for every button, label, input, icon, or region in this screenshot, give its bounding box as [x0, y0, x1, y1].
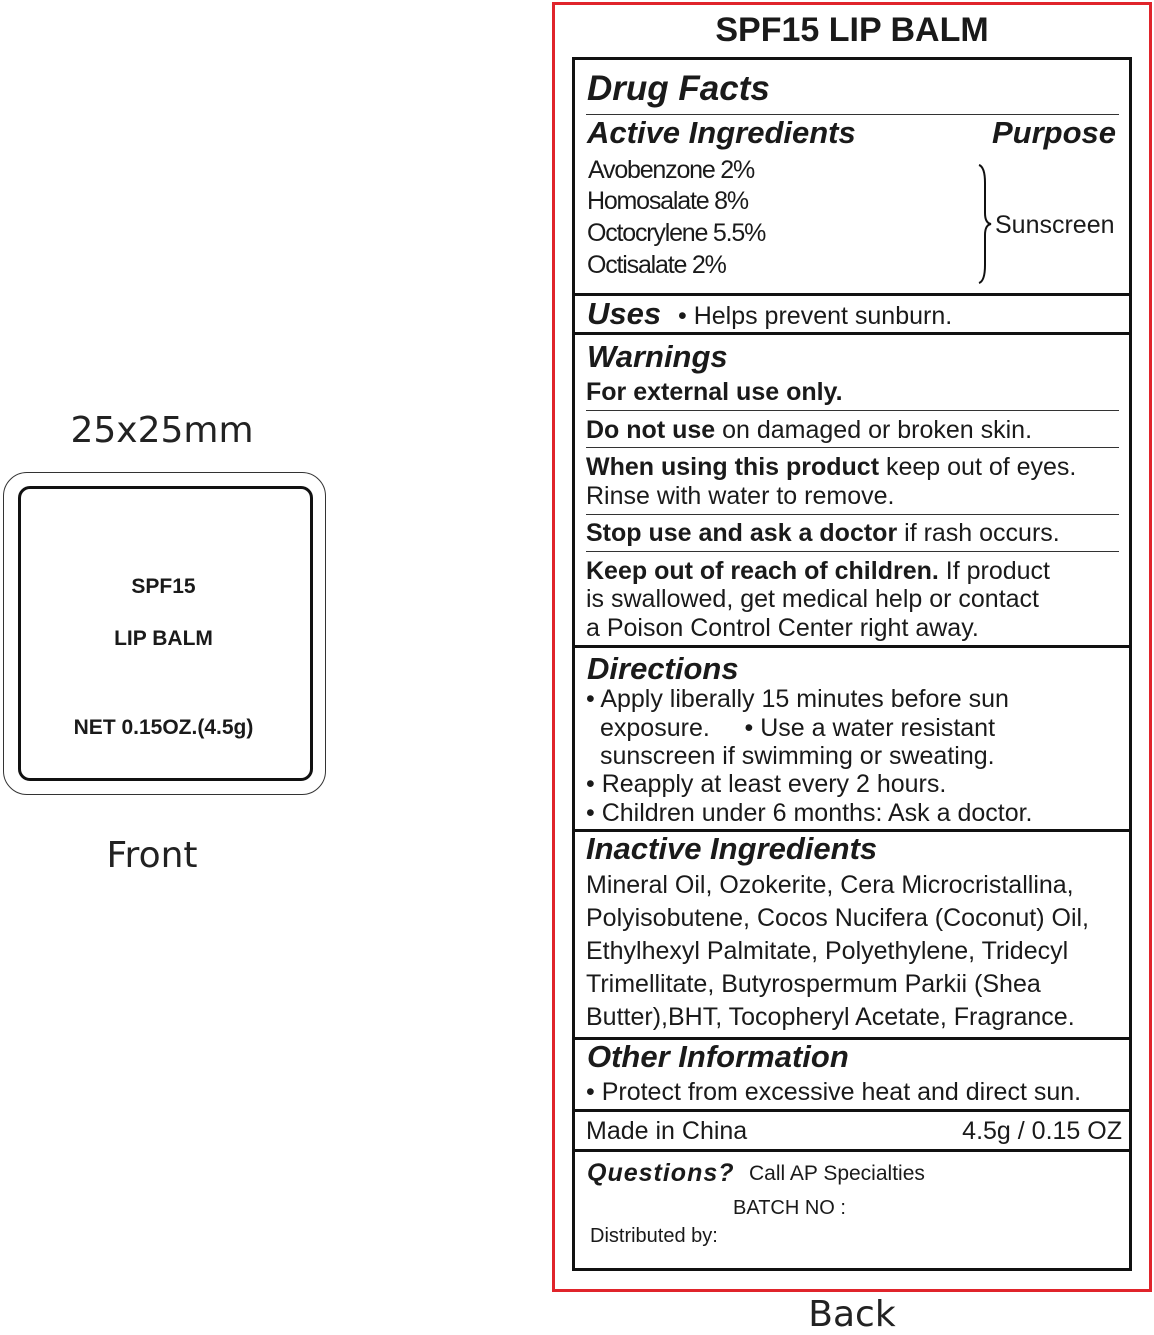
external-use-warning: For external use only. — [586, 378, 843, 406]
directions-heading: Directions — [587, 651, 739, 686]
divider — [572, 1149, 1132, 1152]
when-using-text: keep out of eyes. — [879, 453, 1077, 481]
distributed-by: Distributed by: — [590, 1225, 718, 1247]
ingredient: Octisalate 2% — [587, 251, 726, 279]
when-using-label: When using this product — [586, 453, 880, 481]
front-size-label: 25x25mm — [70, 410, 254, 451]
uses-text: • Helps prevent sunburn. — [678, 302, 953, 330]
stop-use-label: Stop use and ask a doctor — [586, 519, 898, 547]
when-using-warning — [586, 452, 1076, 482]
do-not-use-warning — [586, 415, 1032, 445]
inactive-line: Polyisobutene, Cocos Nucifera (Coconut) Oil, — [586, 904, 1090, 932]
other-information-text: • Protect from excessive heat and direct sun. — [586, 1078, 1082, 1106]
stop-use-text: if rash occurs. — [897, 519, 1060, 547]
inactive-line: Mineral Oil, Ozokerite, Cera Microcristallina, — [586, 871, 1074, 899]
divider — [586, 551, 1119, 552]
directions-line: • Children under 6 months: Ask a doctor. — [586, 799, 1033, 827]
directions-line: exposure. • Use a water resistant — [600, 714, 996, 742]
divider — [586, 410, 1119, 411]
directions-line: • Apply liberally 15 minutes before sun — [586, 685, 1009, 713]
inactive-line: Butter),BHT, Tocopheryl Acetate, Fragrance. — [586, 1003, 1075, 1031]
net-weight: 4.5g / 0.15 OZ — [962, 1117, 1122, 1145]
front-product-name: LIP BALM — [114, 627, 213, 650]
front-net-weight: NET 0.15OZ.(4.5g) — [73, 716, 254, 739]
divider — [572, 332, 1132, 335]
keep-out-line2: is swallowed, get medical help or contact — [586, 585, 1040, 613]
warnings-heading: Warnings — [587, 339, 728, 374]
ingredient: Avobenzone 2% — [588, 156, 755, 184]
drug-facts-heading: Drug Facts — [587, 69, 770, 108]
other-information-heading: Other Information — [587, 1039, 849, 1074]
ingredient: Octocrylene 5.5% — [587, 219, 766, 247]
keep-out-line3: a Poison Control Center right away. — [586, 614, 979, 642]
divider — [572, 1109, 1132, 1112]
divider — [572, 645, 1132, 648]
inactive-line: Trimellitate, Butyrospermum Parkii (Shea — [586, 970, 1041, 998]
directions-line: sunscreen if swimming or sweating. — [600, 742, 995, 770]
when-using-line2: Rinse with water to remove. — [586, 482, 895, 510]
keep-out-warning — [586, 556, 1050, 586]
front-product-spf: SPF15 — [131, 575, 196, 598]
active-ingredients-heading: Active Ingredients — [587, 115, 856, 150]
keep-out-label: Keep out of reach of children. — [586, 557, 939, 585]
purpose-sunscreen: Sunscreen — [995, 211, 1115, 239]
inactive-line: Ethylhexyl Palmitate, Polyethylene, Tridecyl — [586, 937, 1069, 965]
keep-out-text: If product — [938, 557, 1050, 585]
questions-text: Call AP Specialties — [749, 1162, 925, 1185]
inactive-ingredients-heading: Inactive Ingredients — [586, 831, 878, 866]
batch-number: BATCH NO : — [733, 1197, 846, 1219]
stop-use-warning — [586, 518, 1060, 548]
brace-icon — [976, 163, 996, 285]
divider — [586, 447, 1119, 448]
uses-heading: Uses — [587, 296, 662, 331]
do-not-use-label: Do not use — [586, 416, 716, 444]
front-caption: Front — [106, 835, 198, 876]
back-caption: Back — [808, 1294, 896, 1335]
purpose-heading: Purpose — [991, 115, 1116, 150]
directions-line: • Reapply at least every 2 hours. — [586, 770, 947, 798]
made-in: Made in China — [586, 1117, 748, 1145]
back-title: SPF15 LIP BALM — [715, 11, 989, 49]
divider — [586, 514, 1119, 515]
questions-heading: Questions? — [587, 1159, 735, 1187]
ingredient: Homosalate 8% — [587, 187, 748, 215]
do-not-use-text: on damaged or broken skin. — [715, 416, 1033, 444]
